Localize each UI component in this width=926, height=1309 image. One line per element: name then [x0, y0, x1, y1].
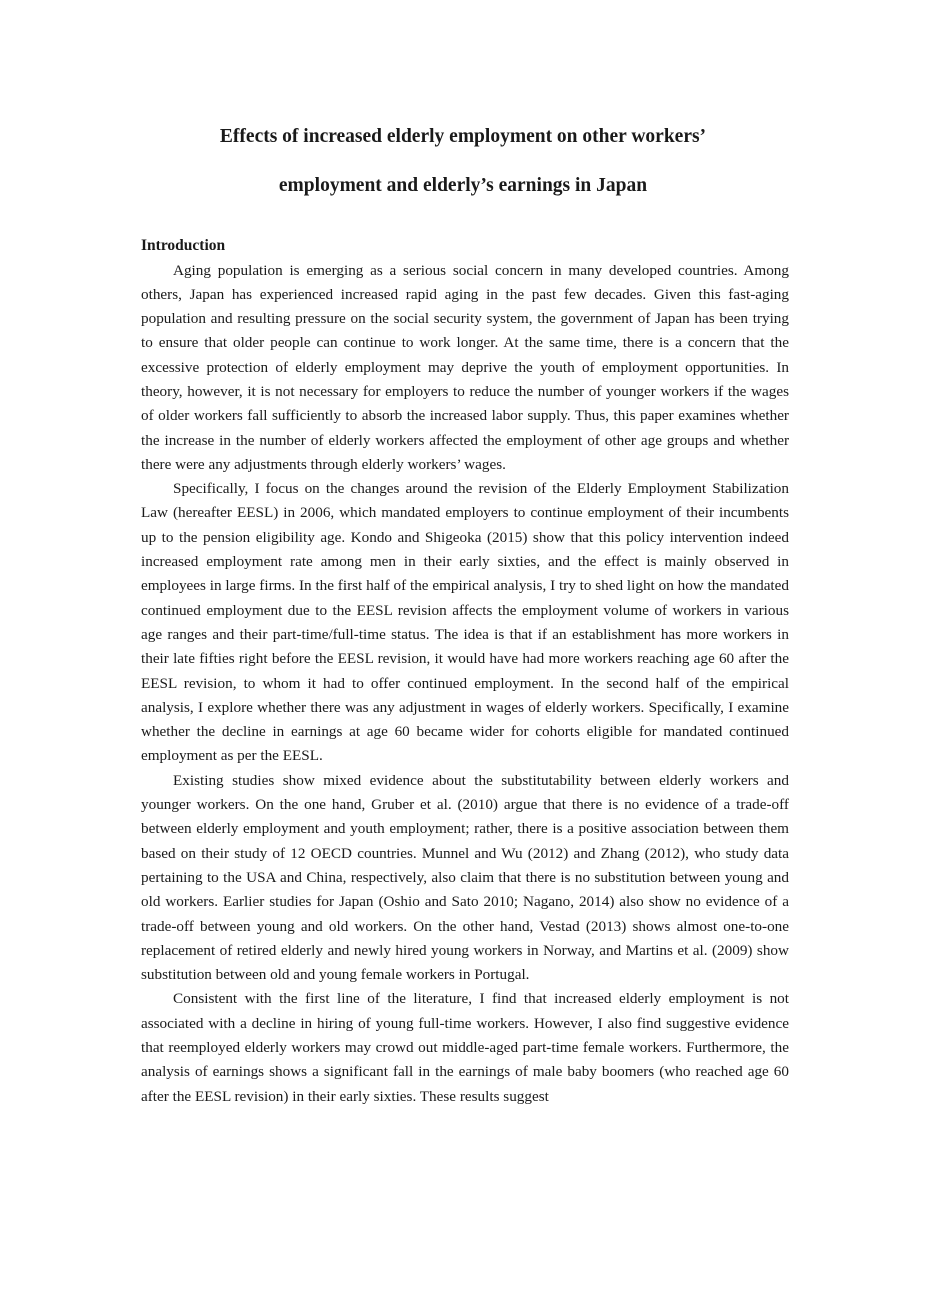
- paragraph-1: Aging population is emerging as a serious social concern in many developed countries. Among others, Japan has experienced increased rapid aging in the past few decades. Given this fast-aging population and resulting pressure on the social security system, the government of Japan has been trying to ensure that older people can continue to work longer. At the same time, there is a concern that the excessive protection of elderly employment may deprive the youth of employment opportunities. In theory, however, it is not necessary for employers to reduce the number of younger workers if the wages of older workers fall sufficiently to absorb the increased labor supply. Thus, this paper examines whether the increase in the number of elderly workers affected the employment of other age groups and whether there were any adjustments through elderly workers’ wages.: [141, 261, 789, 473]
- paragraph-4: Consistent with the first line of the literature, I find that increased elderly employment is not associated with a decline in hiring of young full-time workers. However, I also find suggestive evidence that reemployed elderly workers may crowd out middle-aged part-time female workers. Furthermore, the analysis of earnings shows a significant fall in the earnings of male baby boomers (who reached age 60 after the EESL revision) in their early sixties. These results suggest: [141, 990, 789, 1105]
- section-heading-introduction: Introduction: [141, 237, 226, 254]
- paragraph-3: Existing studies show mixed evidence about the substitutability between elderly workers and younger workers. On the one hand, Gruber et al. (2010) argue that there is no evidence of a trade-off between elderly employment and youth employment; rather, there is a positive association between them based on their study of 12 OECD countries. Munnel and Wu (2012) and Zhang (2012), who study data pertaining to the USA and China, respectively, also claim that there is no substitution between young and old workers. Earlier studies for Japan (Oshio and Sato 2010; Nagano, 2014) also show no evidence of a trade-off between young and old workers. On the other hand, Vestad (2013) shows almost one-to-one replacement of retired elderly and newly hired young workers in Norway, and Martins et al. (2009) show substitution between old and young female workers in Portugal.: [141, 771, 789, 984]
- paper-title-line-1: Effects of increased elderly employment on other workers’: [219, 126, 707, 147]
- paragraph-2: Specifically, I focus on the changes around the revision of the Elderly Employment Stabilization Law (hereafter EESL) in 2006, which mandated employers to continue employment of their incumbents up to the pension eligibility age. Kondo and Shigeoka (2015) show that this policy intervention indeed increased employment rate among men in their early sixties, and the effect is mainly observed in employees in large firms. In the first half of the empirical analysis, I try to shed light on how the mandated continued employment due to the EESL revision affects the employment volume of workers in various age ranges and their part-time/full-time status. The idea is that if an establishment has more workers in their late fifties right before the EESL revision, it would have had more workers reaching age 60 after the EESL revision, to whom it had to offer continued employment. In the second half of the empirical analysis, I explore whether there was any adjustment in wages of elderly workers. Specifically, I examine whether the decline in earnings at age 60 became wider for cohorts eligible for mandated continued employment as per the EESL.: [141, 480, 789, 765]
- paper-title-line-2: employment and elderly’s earnings in Japan: [278, 175, 648, 196]
- introduction-body: [141, 259, 789, 1109]
